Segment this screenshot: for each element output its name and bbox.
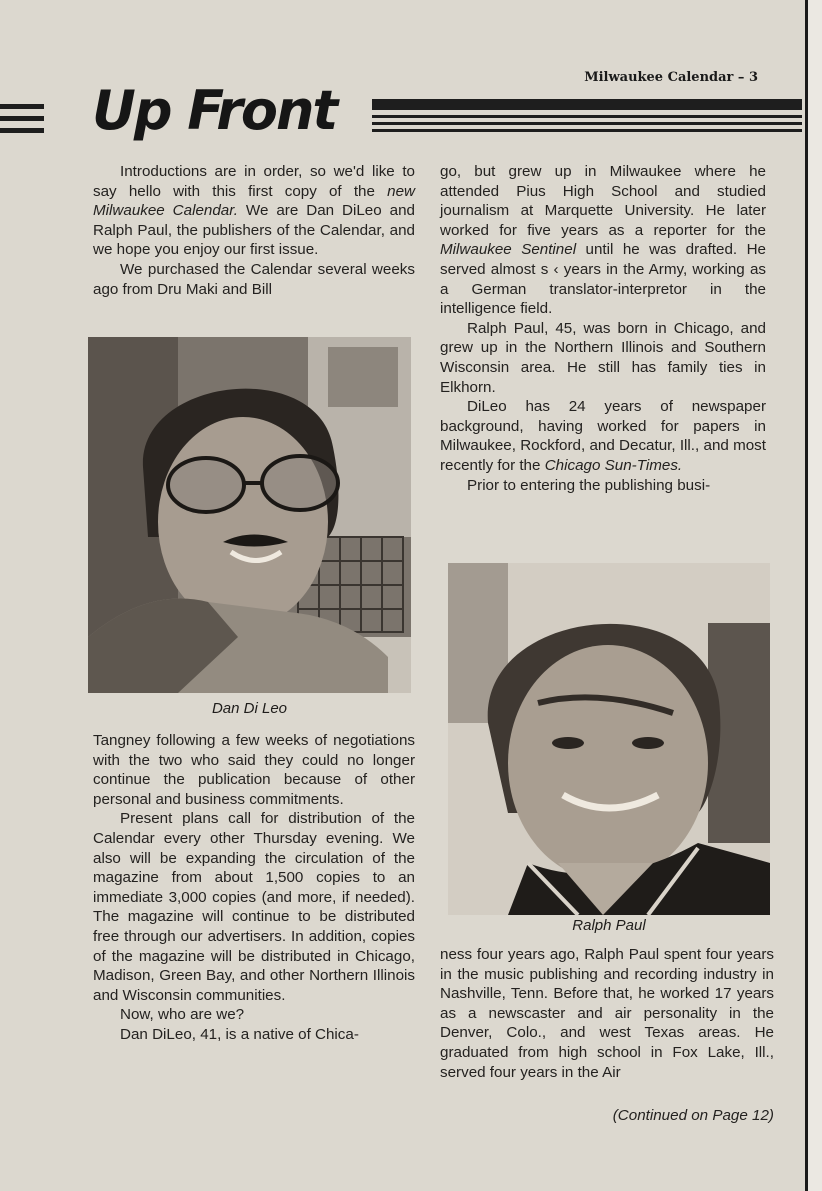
paragraph: DiLeo has 24 years of newspaper background, having worked for papers in Milwaukee, Rockford, and Decatur, Ill., and most recently for the Chicago Sun-Times.	[440, 398, 766, 474]
paragraph: Tangney following a few weeks of negotiations with the two who said they could no longer continue the publication because of other personal and business commitments.	[93, 732, 415, 808]
column-1-top-text	[93, 162, 415, 299]
column-2-bottom-text	[440, 945, 774, 1082]
photo-caption: Ralph Paul	[572, 917, 646, 934]
column-1-bottom-text	[93, 731, 415, 1045]
title-rule-bars	[372, 99, 802, 132]
paragraph: Introductions are in order, so we'd like to say hello with this first copy of the new Milwaukee Calendar. We are Dan DiLeo and Ralph Paul, the publishers of the Calendar, and we hope you enjoy our first issue.	[93, 163, 415, 259]
photo-ralph-paul	[448, 563, 770, 915]
section-title: Up Front	[92, 79, 337, 142]
paragraph: Prior to entering the publishing busi-	[467, 476, 711, 494]
paragraph: Dan DiLeo, 41, is a native of Chica-	[120, 1025, 359, 1043]
continued-note: (Continued on Page 12)	[612, 1107, 774, 1124]
paragraph: ness four years ago, Ralph Paul spent four years in the music publishing and recording industry in Nashville, Tenn. Before that, he worked 17 years as a newscaster and air personality in the Denver, Colo., and west Texas areas. He graduated from high school in Fox Lake, Ill., served four years in the Air	[440, 946, 774, 1081]
paragraph: Now, who are we?	[120, 1006, 245, 1024]
paragraph: Present plans call for distribution of the Calendar every other Thursday evening. We also will be expanding the circulation of the magazine from about 1,500 copies to an immediate 3,000 copies (and more, if needed). The magazine will continue to be distributed free through our advertisers. In addition, copies of the magazine will be distributed in Chicago, Madison, Green Bay, and other Northern Illinois and Wisconsin communities.	[93, 810, 415, 1004]
column-2-top-text	[440, 162, 766, 495]
running-head: Milwaukee Calendar – 3	[584, 70, 758, 85]
portrait-illustration	[88, 337, 411, 693]
photo-caption: Dan Di Leo	[211, 700, 288, 717]
paragraph: We purchased the Calendar several weeks ago from Dru Maki and Bill	[93, 260, 415, 298]
paragraph: Ralph Paul, 45, was born in Chicago, and grew up in the Northern Illinois and Southern Wisconsin area. He still has family ties in Elkhorn.	[440, 319, 766, 396]
left-rule-bars	[0, 104, 44, 140]
background-strip	[808, 0, 822, 1191]
photo-dan-dileo	[88, 337, 411, 693]
portrait-illustration	[448, 563, 770, 915]
paragraph: go, but grew up in Milwaukee where he attended Pius High School and studied journalism at Marquette University. He later worked for five years as a reporter for the Milwaukee Sentinel until he was drafted. He served almost s ‹ years in the Army, working as a German translator-interpretor in the intelligence field.	[440, 163, 766, 318]
